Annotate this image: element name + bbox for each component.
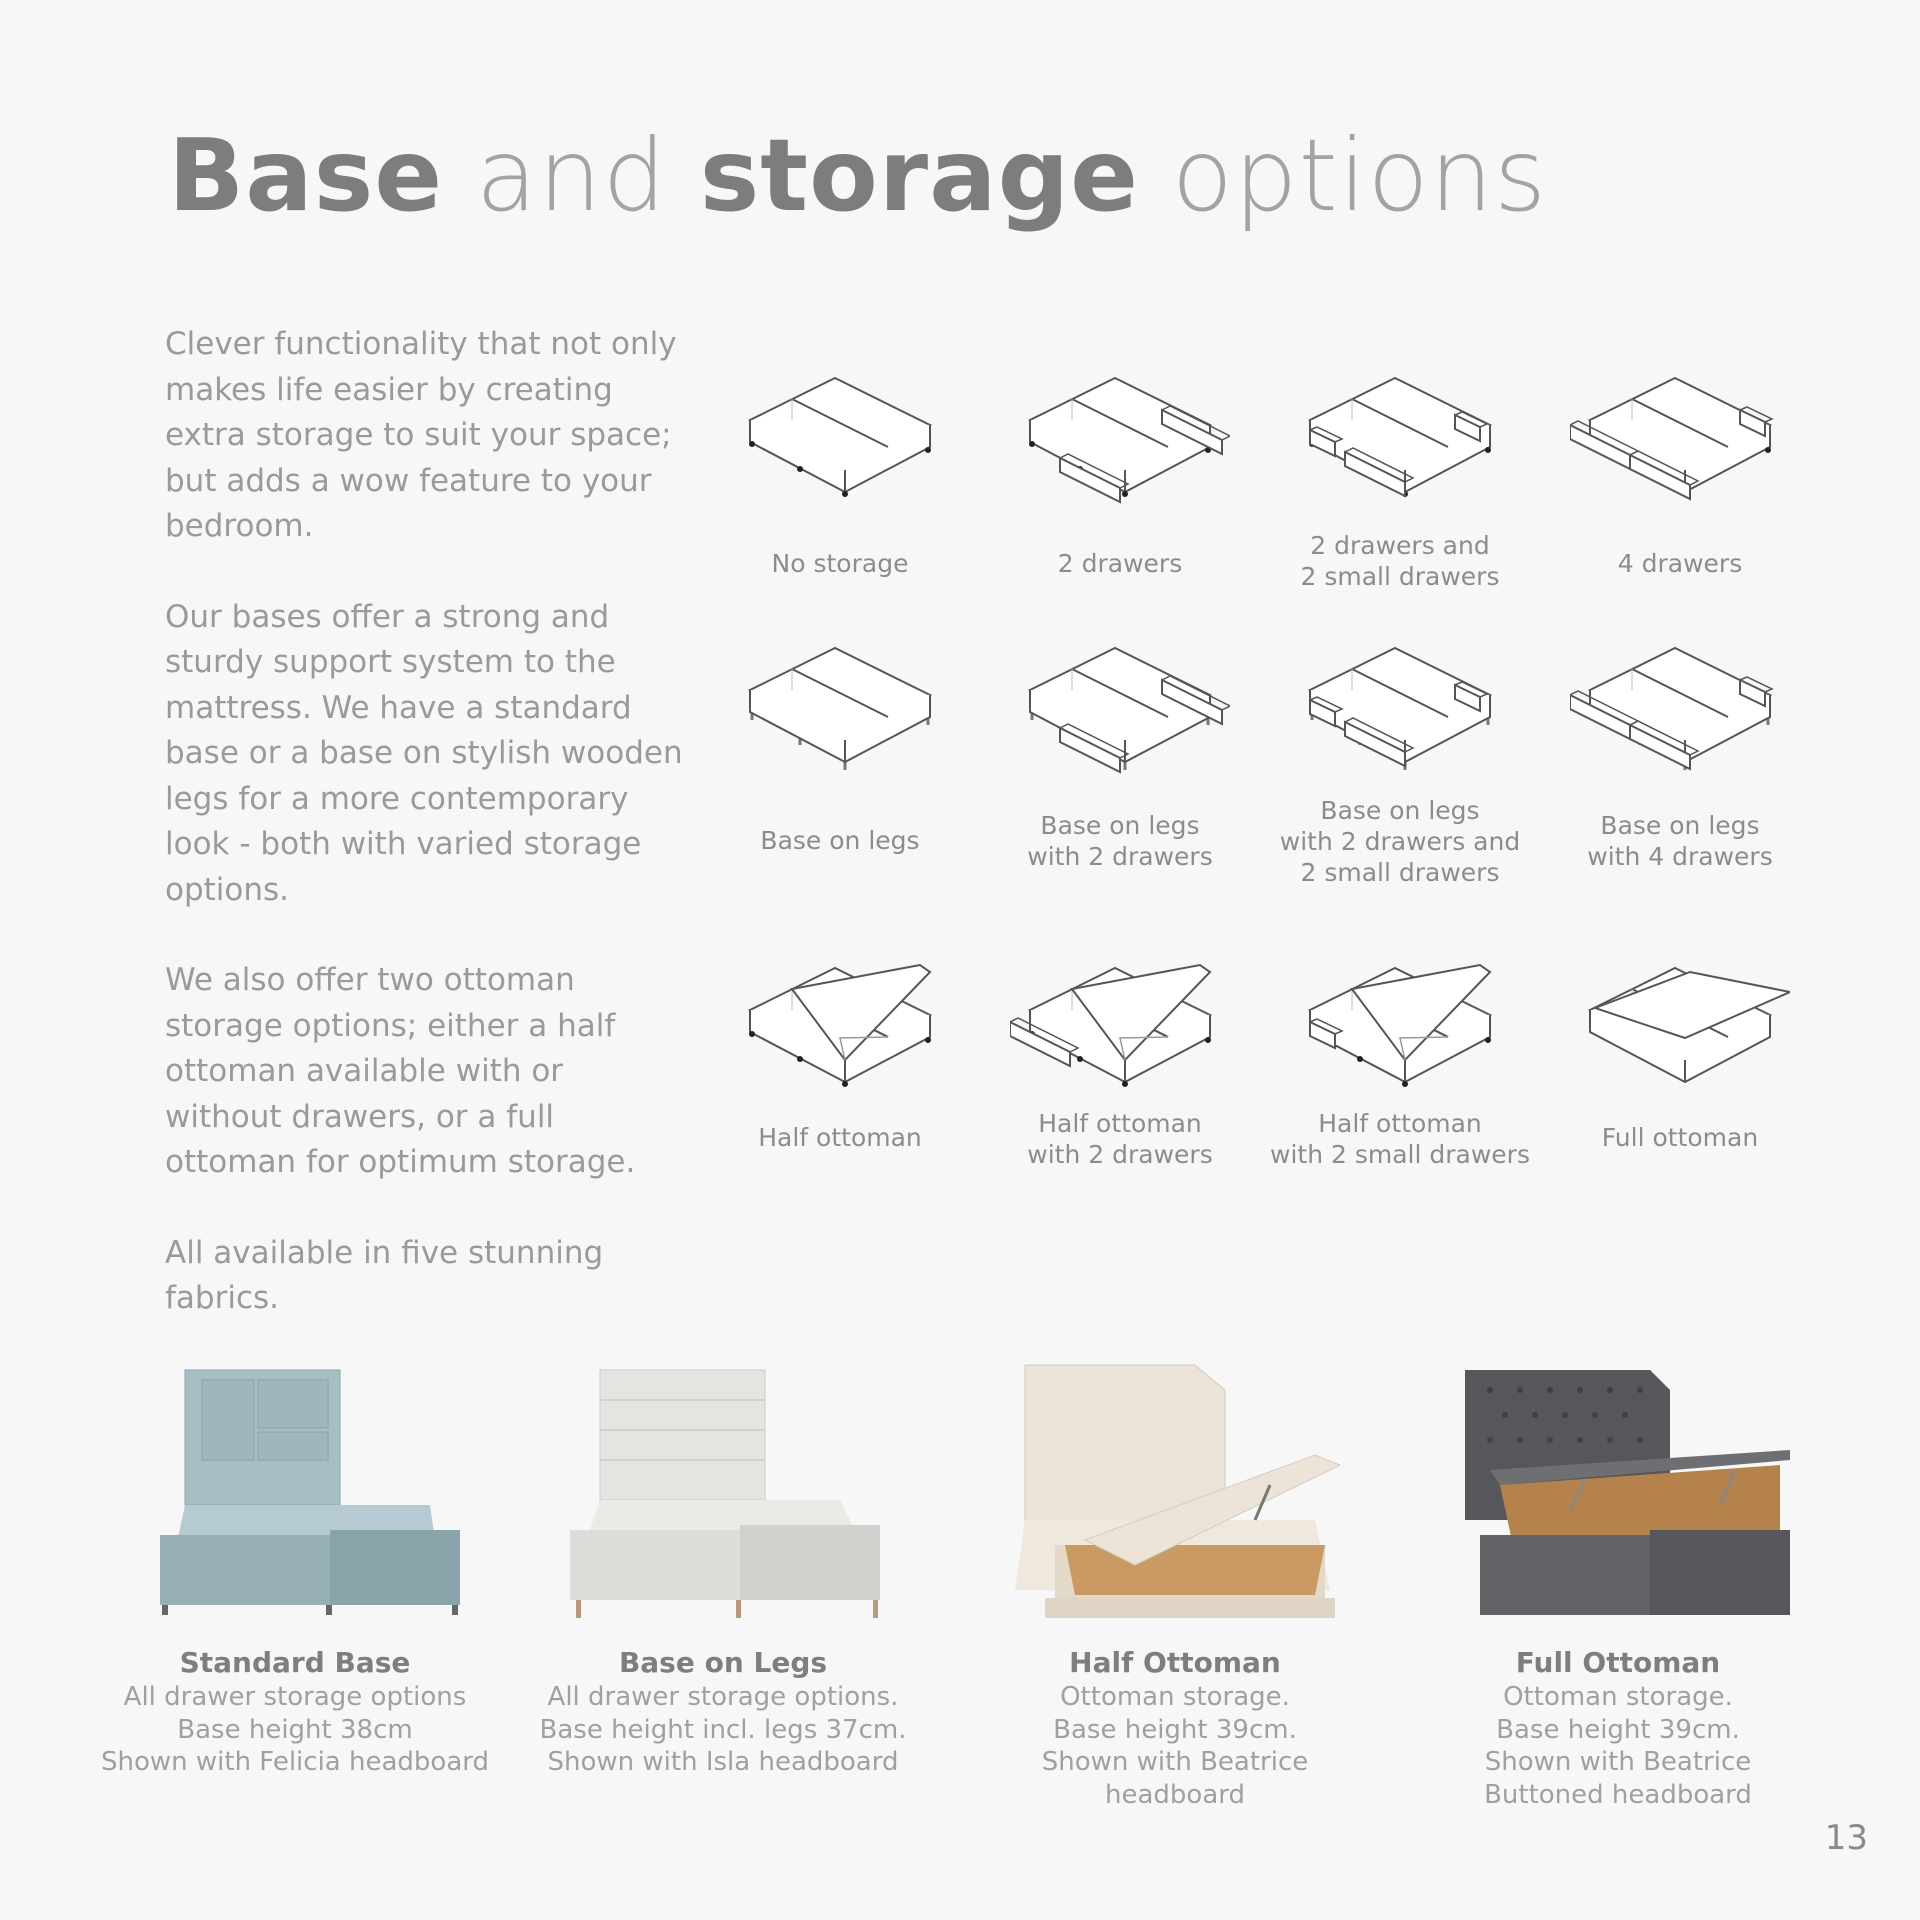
product-photo-half-ottoman bbox=[960, 1360, 1380, 1630]
intro-text bbox=[165, 322, 685, 1367]
option-legs-2-drawers bbox=[980, 640, 1260, 871]
product-photo-full-ottoman bbox=[1400, 1360, 1820, 1630]
intro-paragraph: Clever functionality that not only makes life easier by creating extra storage to suit your space; but adds a wow feature to your bedroom. bbox=[165, 326, 677, 544]
product-detail: All drawer storage options. bbox=[547, 1682, 899, 1712]
bed-base-diagram bbox=[1290, 640, 1510, 780]
option-2-drawers bbox=[980, 370, 1260, 578]
bed-base-diagram bbox=[730, 960, 950, 1095]
option-caption: Half ottoman bbox=[758, 1123, 922, 1152]
option-base-on-legs bbox=[700, 640, 980, 855]
product-half-ottoman bbox=[965, 1645, 1385, 1811]
product-detail: All drawer storage options bbox=[123, 1682, 467, 1712]
product-standard-base bbox=[85, 1645, 505, 1779]
product-detail: headboard bbox=[1105, 1779, 1245, 1810]
option-caption: Half ottoman with 2 drawers bbox=[1027, 1109, 1213, 1169]
option-2-drawers-2-small bbox=[1260, 370, 1540, 591]
option-no-storage bbox=[700, 370, 980, 578]
option-caption: Full ottoman bbox=[1601, 1123, 1759, 1152]
page-title: Base and storage options bbox=[168, 117, 1548, 234]
product-detail: Shown with Felicia headboard bbox=[100, 1747, 489, 1777]
product-name: Full Ottoman bbox=[1515, 1646, 1721, 1679]
option-caption: 2 drawers bbox=[1057, 549, 1183, 578]
product-detail: Base height incl. legs 37cm. bbox=[539, 1714, 907, 1745]
option-legs-2-drawers-2-small bbox=[1260, 640, 1540, 887]
bed-base-diagram bbox=[1570, 960, 1790, 1095]
option-caption: 4 drawers bbox=[1617, 549, 1743, 578]
product-detail: Buttoned headboard bbox=[1484, 1779, 1752, 1810]
bed-base-diagram bbox=[1290, 370, 1510, 505]
product-detail: Shown with Beatrice bbox=[1484, 1747, 1752, 1777]
bed-base-diagram bbox=[1010, 960, 1230, 1095]
product-photo-standard-base bbox=[90, 1360, 510, 1630]
option-caption: Base on legs with 2 drawers and 2 small drawers bbox=[1279, 796, 1521, 887]
product-base-on-legs bbox=[513, 1645, 933, 1779]
page-number: 13 bbox=[1824, 1818, 1868, 1858]
bed-base-diagram bbox=[730, 640, 950, 780]
option-caption: Base on legs bbox=[760, 826, 920, 855]
option-caption: Base on legs with 2 drawers bbox=[1027, 811, 1213, 871]
option-caption: Half ottoman with 2 small drawers bbox=[1270, 1109, 1530, 1169]
product-name: Half Ottoman bbox=[1069, 1646, 1281, 1679]
product-detail: Shown with Isla headboard bbox=[547, 1747, 899, 1777]
option-half-ottoman bbox=[700, 960, 980, 1152]
product-photo-base-on-legs bbox=[510, 1360, 930, 1630]
intro-paragraph: We also offer two ottoman storage options; either a half ottoman available with or without drawers, or a full ottoman for optimum storage. bbox=[165, 962, 636, 1180]
product-name: Standard Base bbox=[179, 1646, 411, 1679]
product-detail: Shown with Beatrice bbox=[1041, 1747, 1309, 1777]
option-4-drawers bbox=[1540, 370, 1820, 578]
product-full-ottoman bbox=[1408, 1645, 1828, 1811]
intro-paragraph: Our bases offer a strong and sturdy support system to the mattress. We have a standard base or a base on stylish wooden legs for a more contemporary look - both with varied storage options. bbox=[165, 598, 683, 908]
product-name: Base on Legs bbox=[618, 1646, 828, 1679]
bed-base-diagram bbox=[1570, 640, 1790, 780]
option-half-ottoman-2-drawers bbox=[980, 960, 1260, 1169]
product-detail: Base height 39cm. bbox=[1053, 1714, 1297, 1745]
option-caption: No storage bbox=[771, 549, 909, 578]
option-caption: Base on legs with 4 drawers bbox=[1587, 811, 1773, 871]
option-legs-4-drawers bbox=[1540, 640, 1820, 871]
bed-base-diagram bbox=[1010, 370, 1230, 505]
product-detail: Ottoman storage. bbox=[1503, 1682, 1733, 1712]
option-full-ottoman bbox=[1540, 960, 1820, 1152]
bed-base-diagram bbox=[1570, 370, 1790, 505]
bed-base-diagram bbox=[1290, 960, 1510, 1095]
bed-base-diagram bbox=[730, 370, 950, 505]
product-detail: Ottoman storage. bbox=[1060, 1682, 1290, 1712]
option-caption: 2 drawers and 2 small drawers bbox=[1300, 531, 1500, 591]
product-detail: Base height 38cm bbox=[177, 1714, 413, 1745]
option-half-ottoman-2-small-drawers bbox=[1260, 960, 1540, 1169]
bed-base-diagram bbox=[1010, 640, 1230, 780]
product-detail: Base height 39cm. bbox=[1496, 1714, 1740, 1745]
intro-paragraph: All available in five stunning fabrics. bbox=[165, 1234, 604, 1316]
